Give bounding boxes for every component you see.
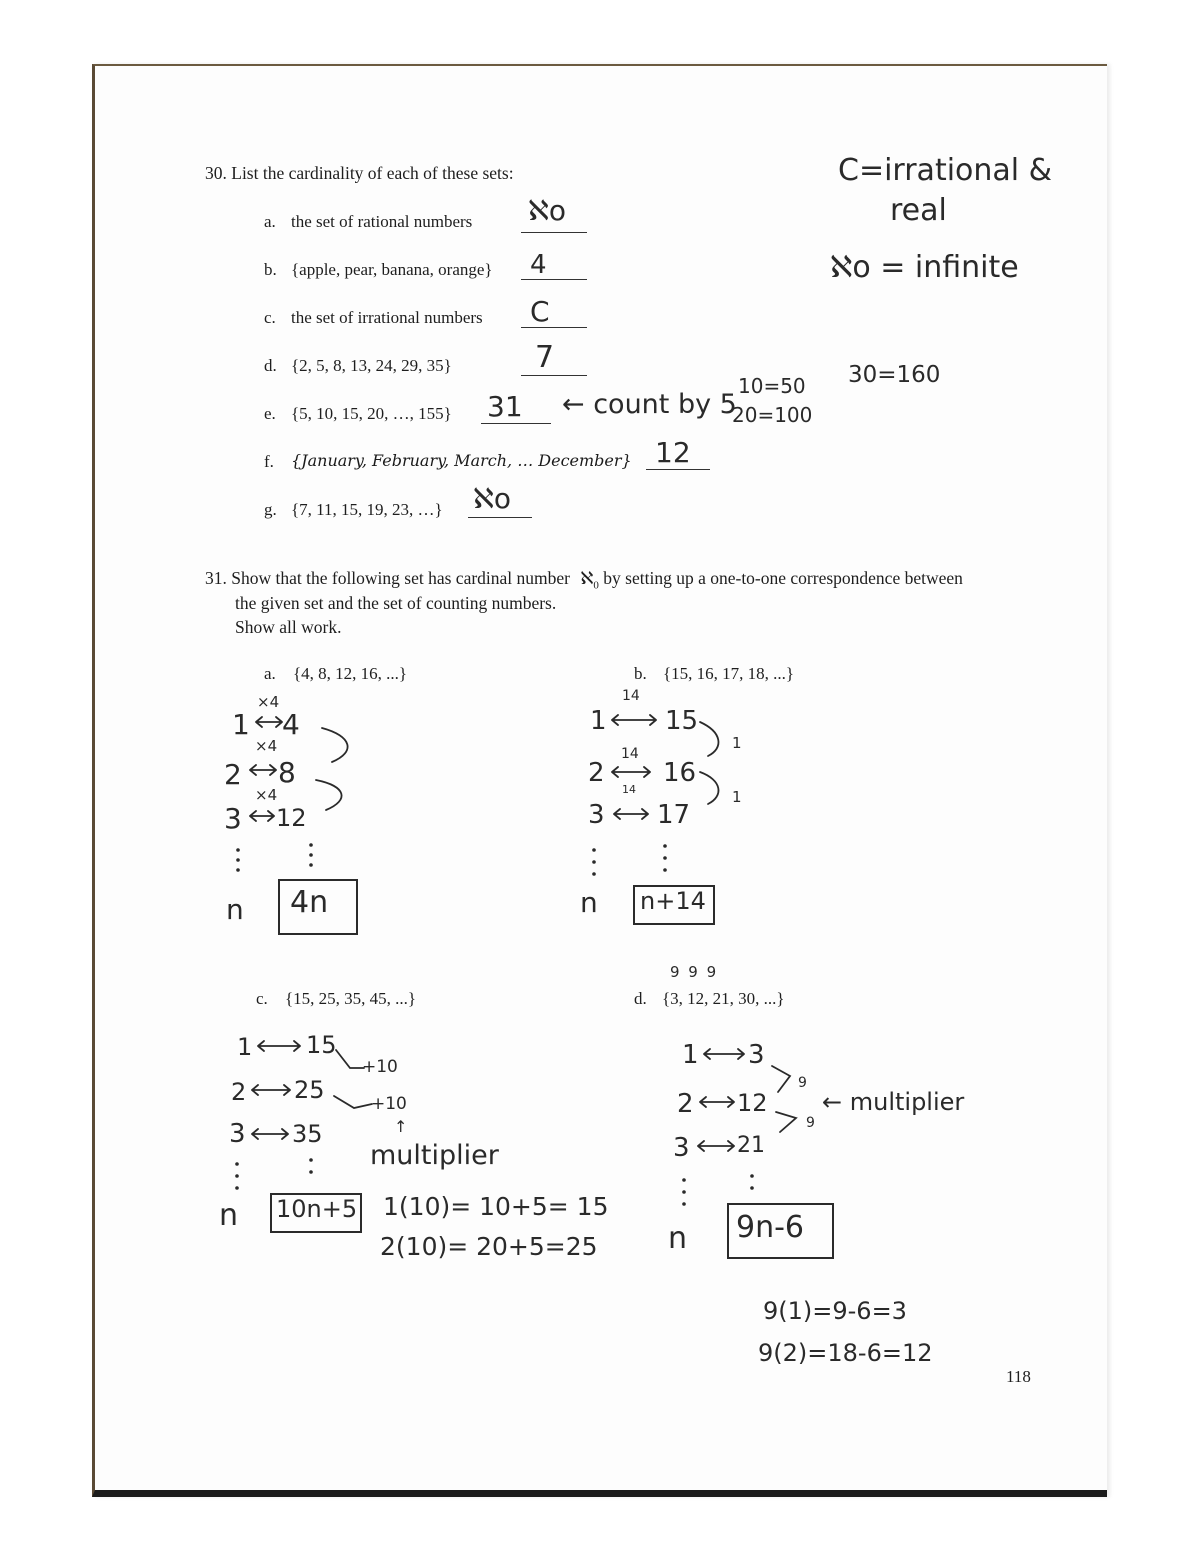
q31b-row-3: 3	[588, 800, 605, 830]
q31a-row-3: 3	[224, 802, 242, 835]
q30f-letter: f.	[264, 452, 274, 471]
q31c-dots-icon	[235, 1158, 313, 1190]
q31c-row-1: 1	[237, 1033, 253, 1061]
q31b-n: n	[580, 886, 598, 919]
q31a-op-1: ×4	[257, 693, 280, 711]
q31d-diff-2: 9	[806, 1115, 815, 1131]
side-note-c-line1: C=irrational &	[838, 153, 1053, 188]
q31c-set: {15, 25, 35, 45, ...}	[285, 989, 417, 1008]
q31b-brace-icon	[700, 722, 718, 804]
q31a-val-2: 8	[278, 756, 296, 789]
q31d-val-3: 21	[737, 1133, 765, 1158]
q30d-text: {2, 5, 8, 13, 24, 29, 35}	[291, 356, 452, 375]
q30e-note-30: 30=160	[848, 362, 941, 388]
q31b-row-2: 2	[588, 758, 605, 788]
q31-prompt-line2: the given set and the set of counting numbers.	[235, 593, 557, 613]
q31d-top-diffs: 9 9 9	[670, 963, 719, 981]
q31d-label: d.	[634, 989, 647, 1008]
q31d-check-1: 9(1)=9-6=3	[763, 1297, 907, 1325]
q31b-answer: n+14	[640, 887, 706, 915]
q31-prompt-line3: Show all work.	[235, 617, 342, 637]
q31b-val-1: 15	[665, 706, 699, 736]
q31d-row-2: 2	[677, 1089, 694, 1119]
q30e-note-count-by: ← count by 5	[562, 389, 737, 420]
q30f-text: {January, February, March, … December}	[291, 451, 632, 470]
q31c-answer: 10n+5	[276, 1195, 358, 1223]
q31a-val-3: 12	[276, 804, 307, 832]
q31c-n: n	[219, 1198, 239, 1233]
q31c-row-3: 3	[229, 1119, 246, 1149]
q31a-row-1: 1	[232, 708, 250, 741]
q31b-set: {15, 16, 17, 18, ...}	[663, 664, 795, 683]
q30c-text: the set of irrational numbers	[291, 308, 483, 327]
q31d-val-2: 12	[737, 1089, 768, 1117]
q31d-answer: 9n-6	[736, 1210, 805, 1245]
q31a-double-arrow-icon	[250, 717, 282, 821]
q31d-row-3: 3	[673, 1133, 690, 1163]
q30c-letter: c.	[264, 308, 276, 327]
q30g-answer: ℵo	[473, 482, 511, 515]
q30e-answer: 31	[487, 390, 523, 423]
q31a-answer: 4n	[290, 885, 329, 920]
aleph-symbol: ℵ	[580, 568, 594, 588]
q31d-row-1: 1	[682, 1040, 699, 1070]
q31b-val-2: 16	[663, 758, 697, 788]
q30d-letter: d.	[264, 356, 277, 375]
q31c-check-1: 1(10)= 10+5= 15	[383, 1192, 609, 1221]
q30e-letter: e.	[264, 404, 276, 423]
q31b-row-1: 1	[590, 706, 607, 736]
q30e-note-10: 10=50	[738, 374, 806, 398]
q30g-letter: g.	[264, 500, 277, 519]
q31-prompt-line1: 31. Show that the following set has cardinal number ℵ$_0$ by setting up a one-to-one correspondence between	[205, 568, 963, 592]
q30f-answer: 12	[655, 436, 691, 469]
q31d-val-1: 3	[748, 1040, 765, 1070]
page-number: 118	[1006, 1367, 1031, 1386]
q31b-diff-2: 1	[732, 788, 742, 806]
q31a-label: a.	[264, 664, 276, 683]
q30g-text: {7, 11, 15, 19, 23, …}	[291, 500, 443, 519]
q31b-val-3: 17	[657, 800, 691, 830]
q31a-dots-icon	[236, 843, 313, 872]
q31b-op-2: 14	[621, 746, 639, 762]
q31c-multiplier-note: multiplier	[370, 1140, 499, 1171]
q31a-val-1: 4	[282, 708, 300, 741]
q31c-diff-1: +10	[362, 1057, 398, 1077]
q31b-diff-1: 1	[732, 734, 742, 752]
q31c-val-1: 15	[306, 1031, 337, 1059]
q31d-brace-icon	[772, 1066, 796, 1132]
q30a-text: the set of rational numbers	[291, 212, 473, 231]
q30c-answer: C	[530, 295, 550, 328]
q30d-answer: 7	[535, 340, 555, 375]
q30b-letter: b.	[264, 260, 277, 279]
q30a-answer: ℵo	[528, 194, 566, 227]
q31a-n: n	[226, 893, 244, 926]
side-note-c-line2: real	[890, 193, 947, 228]
q31b-dots-icon	[592, 844, 667, 876]
q31c-arrow-note: ↑	[394, 1117, 408, 1136]
q30b-text: {apple, pear, banana, orange}	[291, 260, 493, 279]
q31a-set: {4, 8, 12, 16, ...}	[293, 664, 408, 683]
q30a-letter: a.	[264, 212, 276, 231]
side-note-aleph: ℵo = infinite	[830, 250, 1019, 285]
q30-prompt: 30. List the cardinality of each of these sets:	[205, 163, 514, 183]
q31c-diff-2: +10	[371, 1094, 407, 1114]
q31c-double-arrow-icon	[252, 1041, 300, 1139]
q31a-row-2: 2	[224, 758, 242, 791]
q31d-diff-1: 9	[798, 1075, 807, 1091]
q31b-double-arrow-icon	[612, 715, 656, 819]
q31d-n: n	[668, 1221, 688, 1256]
q31d-double-arrow-icon	[698, 1049, 744, 1151]
q31a-op-3: ×4	[255, 786, 278, 804]
q31b-op-3: 14	[622, 783, 636, 796]
q31c-val-2: 25	[294, 1076, 325, 1104]
q31c-val-3: 35	[292, 1120, 323, 1148]
q31a-op-2: ×4	[255, 737, 278, 755]
q31a-brace-icon	[316, 728, 348, 810]
q31b-label: b.	[634, 664, 647, 683]
q31d-multiplier-note: ← multiplier	[822, 1088, 965, 1116]
q31c-brace-icon	[334, 1050, 372, 1108]
q31b-op-1: 14	[622, 688, 640, 704]
q30b-answer: 4	[530, 250, 547, 280]
q31c-label: c.	[256, 989, 268, 1008]
q31c-row-2: 2	[231, 1078, 247, 1106]
aleph-subscript: 0	[593, 579, 599, 592]
q31d-check-2: 9(2)=18-6=12	[758, 1339, 933, 1367]
q31c-check-2: 2(10)= 20+5=25	[380, 1232, 598, 1261]
q30e-text: {5, 10, 15, 20, …, 155}	[291, 404, 452, 423]
q31d-dots-icon	[682, 1174, 754, 1206]
q30e-note-20: 20=100	[732, 403, 813, 427]
q31d-set: {3, 12, 21, 30, ...}	[662, 989, 785, 1008]
